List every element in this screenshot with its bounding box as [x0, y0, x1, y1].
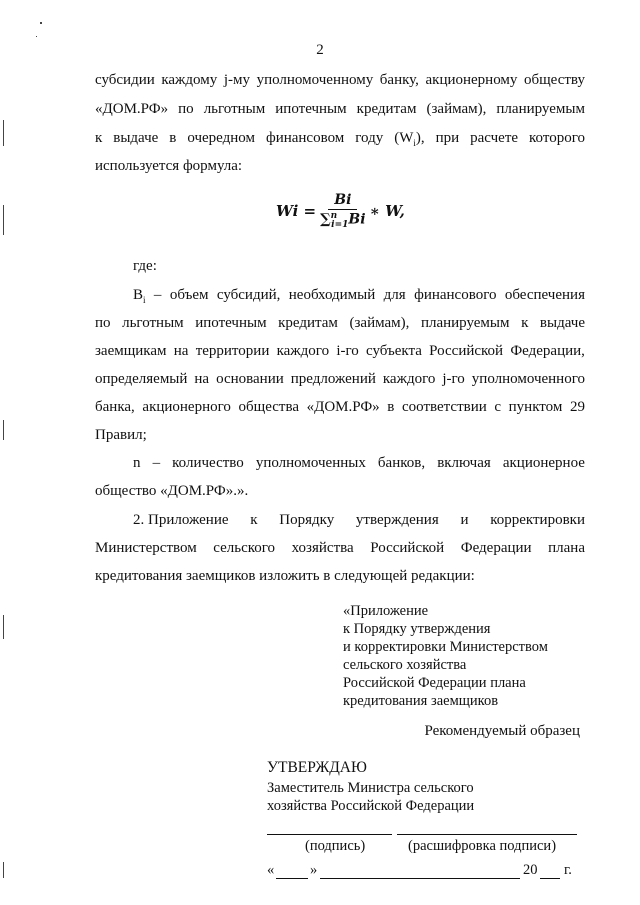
- approval-position-line1: Заместитель Министра сельского: [267, 780, 474, 796]
- word: Министерством: [95, 540, 197, 556]
- date-year-suffix: г.: [564, 862, 572, 878]
- page-number: 2: [316, 42, 324, 58]
- para1-line4: используется формула:: [95, 158, 243, 174]
- word: ),: [415, 130, 425, 146]
- formula-numerator: Bi: [328, 192, 357, 210]
- word: акционерному: [425, 72, 518, 88]
- formula-rhs: ∗ W,: [369, 202, 405, 221]
- appendix-header-line: сельского хозяйства: [343, 657, 467, 673]
- item2-line2: [95, 540, 585, 557]
- word: по: [95, 315, 111, 331]
- word: в: [387, 399, 395, 415]
- word: для: [383, 287, 406, 303]
- word: финансовом: [265, 130, 345, 146]
- word: уполномоченных: [255, 455, 366, 471]
- w-sub-i-group: [394, 130, 424, 148]
- word: общества: [238, 399, 299, 415]
- formula-fraction: [320, 192, 365, 230]
- word: обеспечения: [504, 287, 585, 303]
- word: 2. Приложение: [133, 512, 229, 528]
- word: льготным: [203, 101, 266, 117]
- para1-line1: [95, 72, 585, 89]
- word: выдаче: [539, 315, 585, 331]
- denominator-variable: Bi: [348, 211, 366, 228]
- def-n-line2: общество «ДОМ.РФ».».: [95, 483, 249, 499]
- date-year-prefix: 20: [523, 862, 538, 878]
- subsidy-formula: [276, 192, 405, 230]
- word: на: [173, 343, 189, 359]
- word: –: [152, 455, 161, 471]
- word: льготным: [122, 315, 184, 331]
- word: хозяйства: [291, 540, 354, 556]
- word: уполномоченного: [471, 371, 585, 387]
- b-sub-i-group: [133, 287, 146, 305]
- sample-label: Рекомендуемый образец: [424, 723, 580, 739]
- word: объем: [169, 287, 209, 303]
- formula-denominator: [320, 210, 365, 230]
- def-n-line1: [133, 455, 585, 472]
- scan-edge-mark: [3, 120, 4, 146]
- decoding-line: [397, 834, 577, 835]
- scan-edge-mark: [3, 205, 4, 235]
- formula-lhs: Wi =: [276, 202, 317, 221]
- word: и: [460, 512, 469, 528]
- appendix-header-line: «Приложение: [343, 603, 429, 619]
- word: «ДОМ.РФ»: [95, 101, 169, 117]
- def-b-line6: Правил;: [95, 427, 147, 443]
- item2-line3: кредитования заемщиков изложить в следующей редакции:: [95, 568, 475, 584]
- scan-edge-mark: [3, 420, 4, 440]
- appendix-header-line: к Порядку утверждения: [343, 621, 491, 637]
- word: предложений: [290, 371, 376, 387]
- appendix-header-line: Российской Федерации плана: [343, 675, 526, 691]
- word: обществу: [524, 72, 585, 88]
- sum-symbol: ∑: [320, 211, 331, 228]
- word: ипотечным: [275, 101, 347, 117]
- word: с: [494, 399, 502, 415]
- word: необходимый: [288, 287, 376, 303]
- word: по: [178, 101, 194, 117]
- word: акционерного: [142, 399, 231, 415]
- word: банку,: [379, 72, 419, 88]
- def-b-line4: [95, 371, 585, 388]
- word: (W: [394, 130, 414, 146]
- word: сельского: [213, 540, 276, 556]
- word: 29: [569, 399, 585, 415]
- word: субсидии: [95, 72, 155, 88]
- word: пунктом: [508, 399, 563, 415]
- word: Российской: [429, 343, 504, 359]
- word: каждому: [161, 72, 218, 88]
- word: (займам),: [426, 101, 487, 117]
- word: к: [250, 512, 258, 528]
- word: году: [355, 130, 384, 146]
- word: кредитам: [278, 315, 338, 331]
- scan-edge-mark: [3, 615, 4, 639]
- word: территории: [195, 343, 270, 359]
- word: основании: [216, 371, 284, 387]
- word: Федерации,: [510, 343, 585, 359]
- word: n: [133, 455, 141, 471]
- word: количество: [172, 455, 244, 471]
- word: утверждения: [355, 512, 439, 528]
- scan-edge-mark: [3, 862, 4, 878]
- approval-position-line2: хозяйства Российской Федерации: [267, 798, 475, 814]
- appendix-header: [343, 602, 548, 710]
- word: Российской: [370, 540, 445, 556]
- word: очередном: [187, 130, 255, 146]
- word: субсидий,: [216, 287, 281, 303]
- date-month-line: [320, 878, 520, 879]
- word: в: [169, 130, 177, 146]
- appendix-header-line: кредитования заемщиков: [343, 693, 499, 709]
- word: Федерации: [460, 540, 532, 556]
- word: каждого: [276, 343, 330, 359]
- date-open-quote: «: [267, 862, 275, 878]
- decoding-caption: (расшифровка подписи): [408, 838, 557, 854]
- word: при: [435, 130, 460, 146]
- appendix-header-line: и корректировки Министерством: [343, 639, 548, 655]
- def-b-line3: [95, 343, 585, 360]
- signature-line: [267, 834, 392, 835]
- word: расчете: [470, 130, 519, 146]
- word: i-го: [336, 343, 359, 359]
- word: к: [521, 315, 529, 331]
- word: Порядку: [279, 512, 335, 528]
- para1-line2: [95, 101, 585, 118]
- scan-speck: [36, 36, 37, 37]
- word: банка,: [95, 399, 135, 415]
- scan-speck: [40, 22, 42, 24]
- word: финансового: [414, 287, 497, 303]
- word: кредитам: [356, 101, 417, 117]
- word: B: [133, 287, 144, 303]
- date-close-quote: »: [310, 862, 318, 878]
- word: включая: [437, 455, 491, 471]
- word: уполномоченному: [256, 72, 374, 88]
- word: планируемым: [420, 315, 510, 331]
- def-b-line1: [133, 287, 585, 305]
- approval-title: УТВЕРЖДАЮ: [267, 759, 367, 776]
- word: j-го: [442, 371, 465, 387]
- subscript-i: i: [143, 295, 146, 305]
- word: определяемый: [95, 371, 188, 387]
- word: субъекта: [366, 343, 422, 359]
- para1-line3: [95, 130, 585, 148]
- date-year-line: [540, 878, 560, 879]
- word: соответствии: [402, 399, 487, 415]
- date-day-line: [276, 878, 308, 879]
- word: заемщикам: [95, 343, 167, 359]
- word: банков,: [377, 455, 426, 471]
- word: –: [153, 287, 162, 303]
- word: (займам),: [349, 315, 410, 331]
- signature-caption: (подпись): [305, 838, 366, 854]
- word: акционерное: [502, 455, 585, 471]
- word: выдаче: [113, 130, 159, 146]
- word: на: [194, 371, 210, 387]
- word: плана: [548, 540, 585, 556]
- sum-upper-limit: n: [330, 211, 338, 221]
- word: каждого: [382, 371, 436, 387]
- word: планируемым: [496, 101, 585, 117]
- item2-line1: [133, 512, 585, 529]
- word: ипотечным: [195, 315, 267, 331]
- word: к: [95, 130, 103, 146]
- subscript-i: i: [413, 138, 416, 148]
- def-b-line2: [95, 315, 585, 332]
- word: корректировки: [490, 512, 585, 528]
- def-b-line5: [95, 399, 585, 416]
- word: j-му: [223, 72, 250, 88]
- sum-lower-limit: i=1: [331, 220, 349, 231]
- word: «ДОМ.РФ»: [306, 399, 380, 415]
- where-label: где:: [133, 258, 157, 274]
- word: которого: [529, 130, 585, 146]
